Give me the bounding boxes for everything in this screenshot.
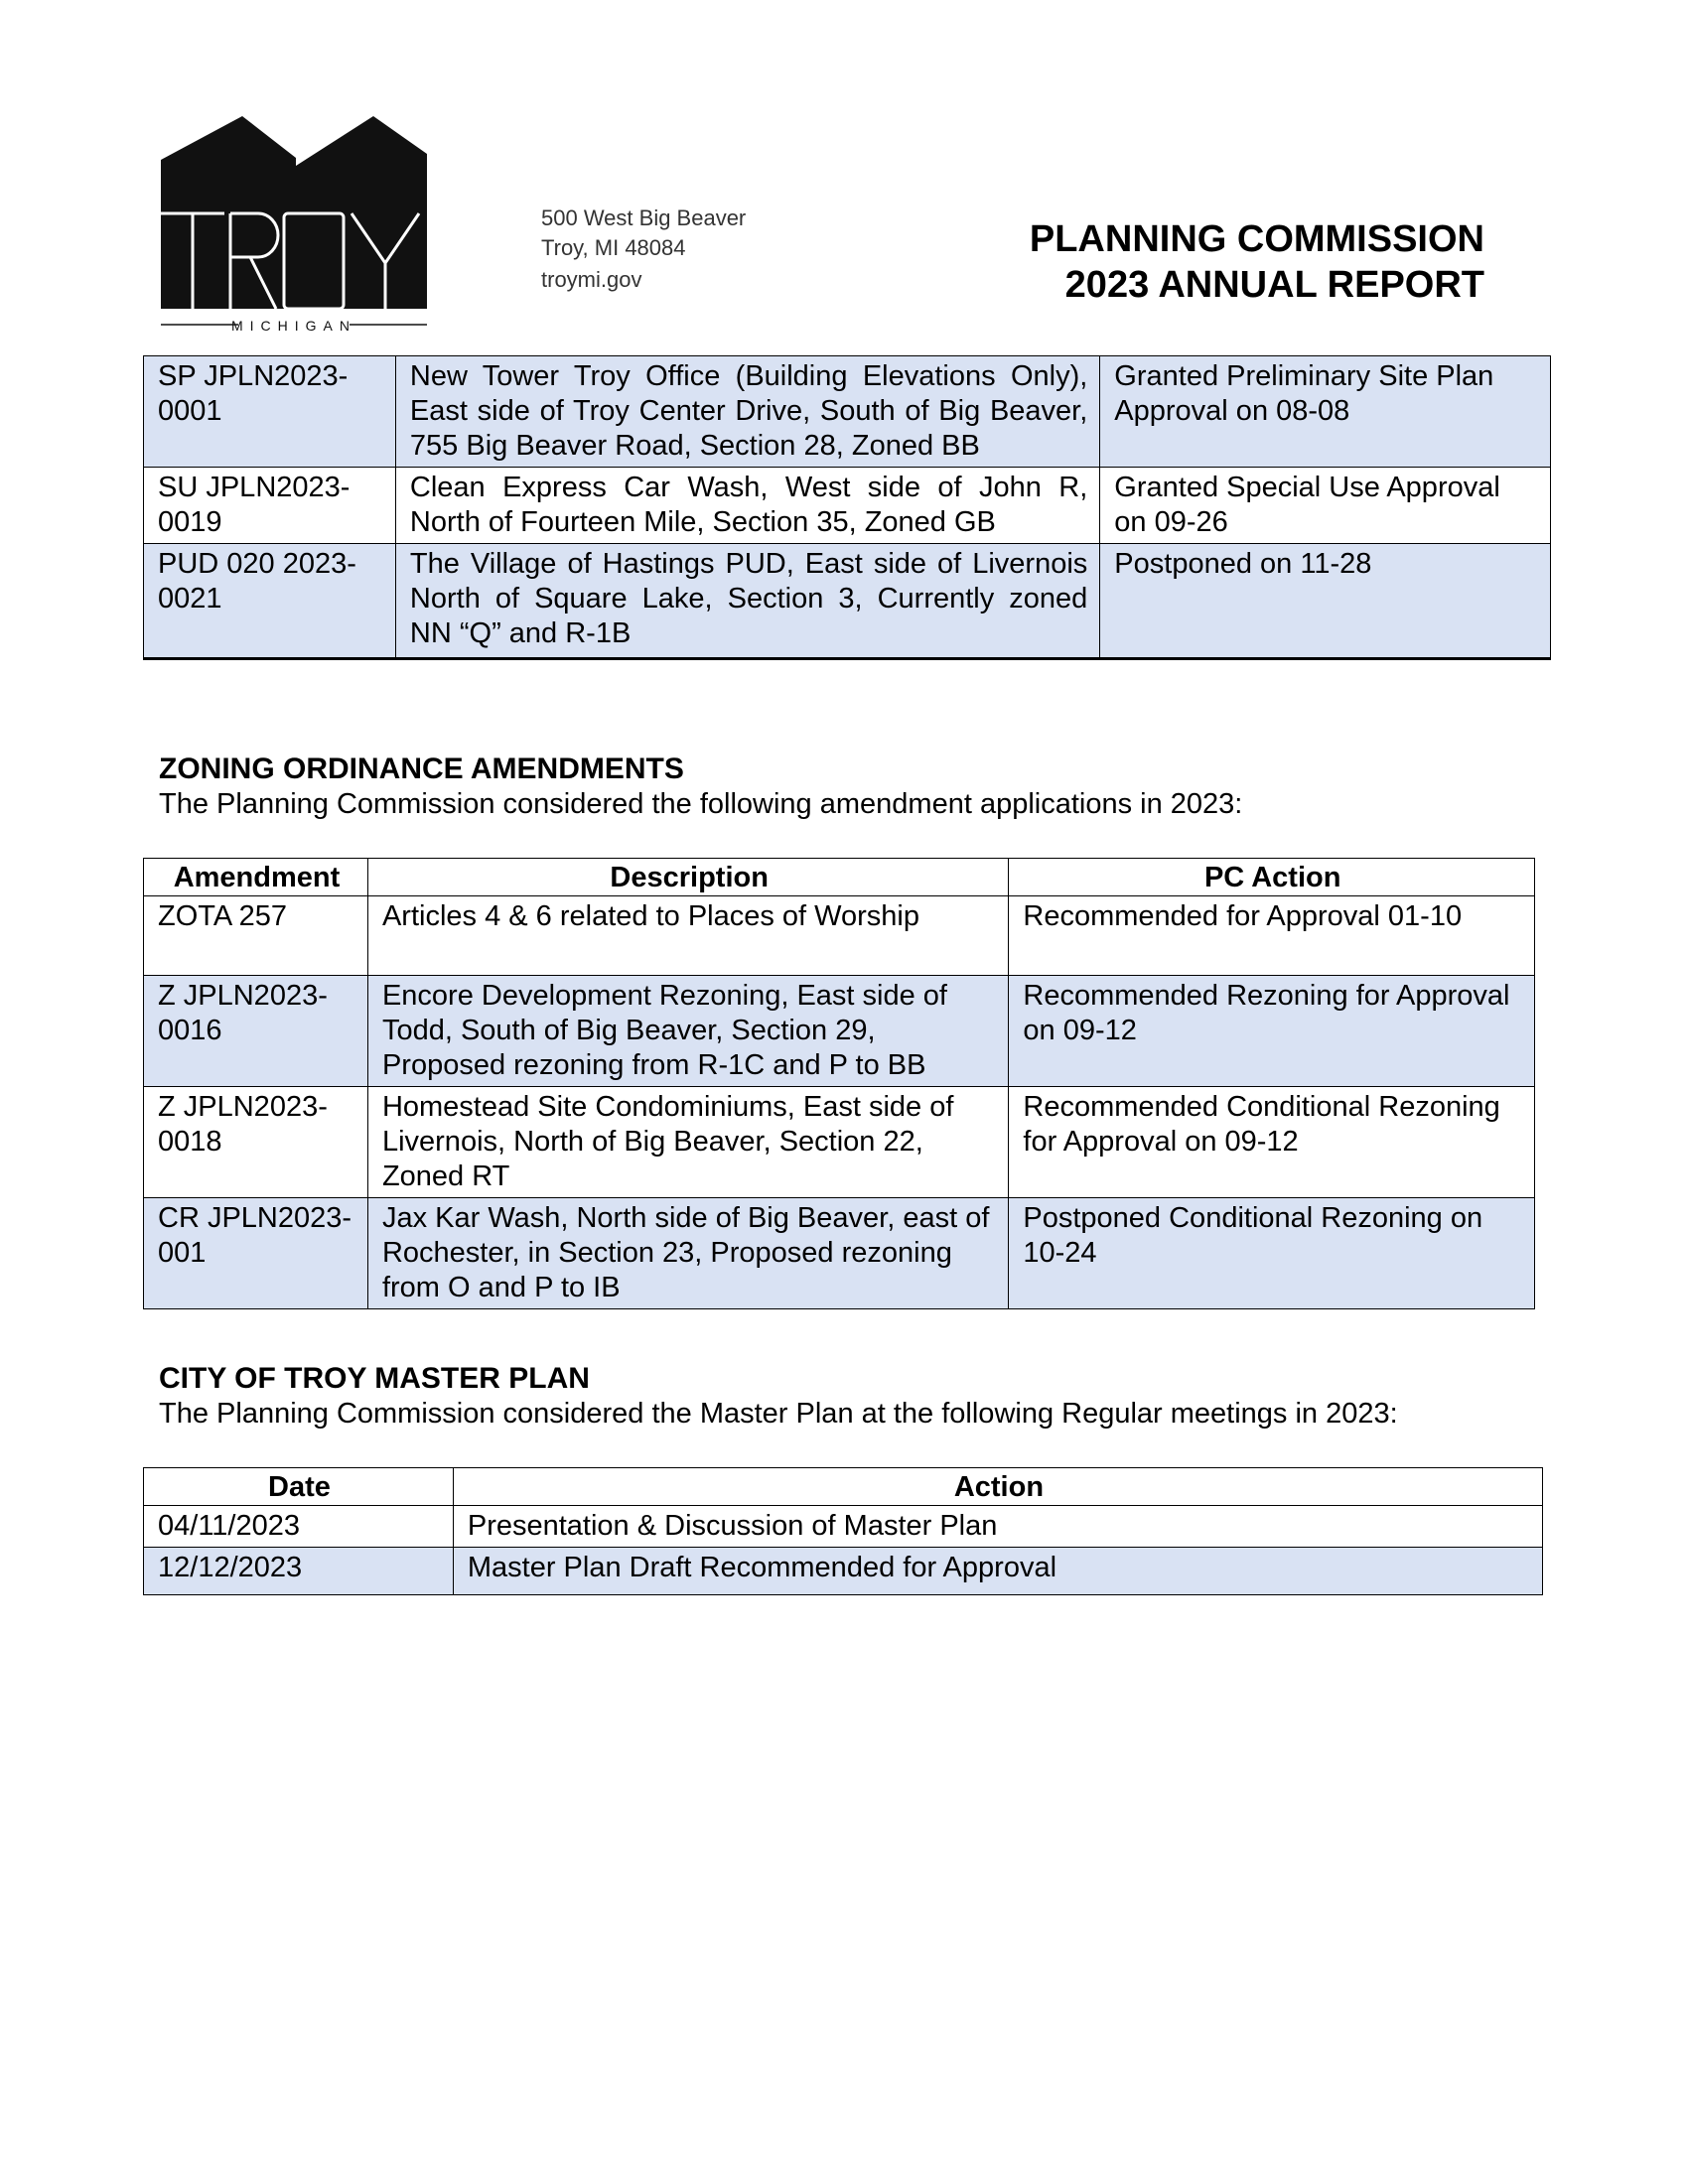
- table-header-row: [144, 859, 1535, 896]
- column-header-description: Description: [367, 859, 1008, 896]
- website-link[interactable]: troymi.gov: [541, 267, 642, 292]
- amendment-cell: Z JPLN2023-0018: [144, 1087, 368, 1198]
- date-cell: 04/11/2023: [144, 1506, 454, 1548]
- master-plan-section-heading: CITY OF TROY MASTER PLAN: [159, 1362, 590, 1395]
- table-row: [144, 1087, 1535, 1198]
- troy-michigan-logo: [159, 114, 516, 333]
- site-plan-table: [143, 355, 1551, 660]
- action-cell: Recommended Rezoning for Approval on 09-12: [1009, 976, 1535, 1087]
- action-cell: Recommended for Approval 01-10: [1009, 896, 1535, 976]
- description-cell: New Tower Troy Office (Building Elevations Only), East side of Troy Center Drive, South of Big Beaver, 755 Big Beaver Road, Section 28, Zoned BB: [395, 356, 1099, 468]
- column-header-amendment: Amendment: [144, 859, 368, 896]
- case-id-cell: SU JPLN2023-0019: [144, 468, 396, 544]
- amendment-cell: CR JPLN2023-001: [144, 1198, 368, 1309]
- table-row: [144, 468, 1551, 544]
- master-plan-table: [143, 1467, 1543, 1595]
- description-cell: Articles 4 & 6 related to Places of Worship: [367, 896, 1008, 976]
- column-header-action: Action: [453, 1468, 1542, 1506]
- case-id-cell: PUD 020 2023-0021: [144, 544, 396, 659]
- action-cell: Postponed Conditional Rezoning on 10-24: [1009, 1198, 1535, 1309]
- master-plan-section-intro: The Planning Commission considered the Master Plan at the following Regular meetings in 2023:: [159, 1398, 1398, 1430]
- action-cell: Granted Special Use Approval on 09-26: [1100, 468, 1551, 544]
- report-title-line-1: PLANNING COMMISSION: [1029, 218, 1484, 260]
- zoning-section-heading: ZONING ORDINANCE AMENDMENTS: [159, 752, 684, 785]
- description-cell: The Village of Hastings PUD, East side of Livernois North of Square Lake, Section 3, Currently zoned NN “Q” and R-1B: [395, 544, 1099, 659]
- address-block: [541, 204, 746, 295]
- zoning-section-intro: The Planning Commission considered the following amendment applications in 2023:: [159, 788, 1243, 820]
- action-cell: Postponed on 11-28: [1100, 544, 1551, 659]
- case-id-cell: SP JPLN2023-0001: [144, 356, 396, 468]
- description-cell: Jax Kar Wash, North side of Big Beaver, east of Rochester, in Section 23, Proposed rezoning from O and P to IB: [367, 1198, 1008, 1309]
- action-cell: Presentation & Discussion of Master Plan: [453, 1506, 1542, 1548]
- address-line-1: 500 West Big Beaver: [541, 205, 747, 230]
- description-cell: Homestead Site Condominiums, East side of Livernois, North of Big Beaver, Section 22, Zoned RT: [367, 1087, 1008, 1198]
- table-header-row: [144, 1468, 1543, 1506]
- table-row: [144, 1198, 1535, 1309]
- table-row: [144, 976, 1535, 1087]
- description-cell: Clean Express Car Wash, West side of John R, North of Fourteen Mile, Section 35, Zoned GB: [395, 468, 1099, 544]
- action-cell: Granted Preliminary Site Plan Approval on 08-08: [1100, 356, 1551, 468]
- action-cell: Recommended Conditional Rezoning for Approval on 09-12: [1009, 1087, 1535, 1198]
- description-cell: Encore Development Rezoning, East side of Todd, South of Big Beaver, Section 29, Proposed rezoning from R-1C and P to BB: [367, 976, 1008, 1087]
- column-header-pc-action: PC Action: [1009, 859, 1535, 896]
- address-line-2: Troy, MI 48084: [541, 235, 686, 260]
- table-row: [144, 544, 1551, 659]
- date-cell: 12/12/2023: [144, 1548, 454, 1595]
- zoning-amendments-table: [143, 858, 1535, 1309]
- table-row: [144, 356, 1551, 468]
- table-row: [144, 1548, 1543, 1595]
- amendment-cell: ZOTA 257: [144, 896, 368, 976]
- action-cell: Master Plan Draft Recommended for Approval: [453, 1548, 1542, 1595]
- logo-subtext: MICHIGAN: [231, 318, 356, 333]
- amendment-cell: Z JPLN2023-0016: [144, 976, 368, 1087]
- report-title-line-2: 2023 ANNUAL REPORT: [1064, 264, 1484, 306]
- column-header-date: Date: [144, 1468, 454, 1506]
- table-row: [144, 1506, 1543, 1548]
- report-title: [1030, 216, 1484, 308]
- table-row: [144, 896, 1535, 976]
